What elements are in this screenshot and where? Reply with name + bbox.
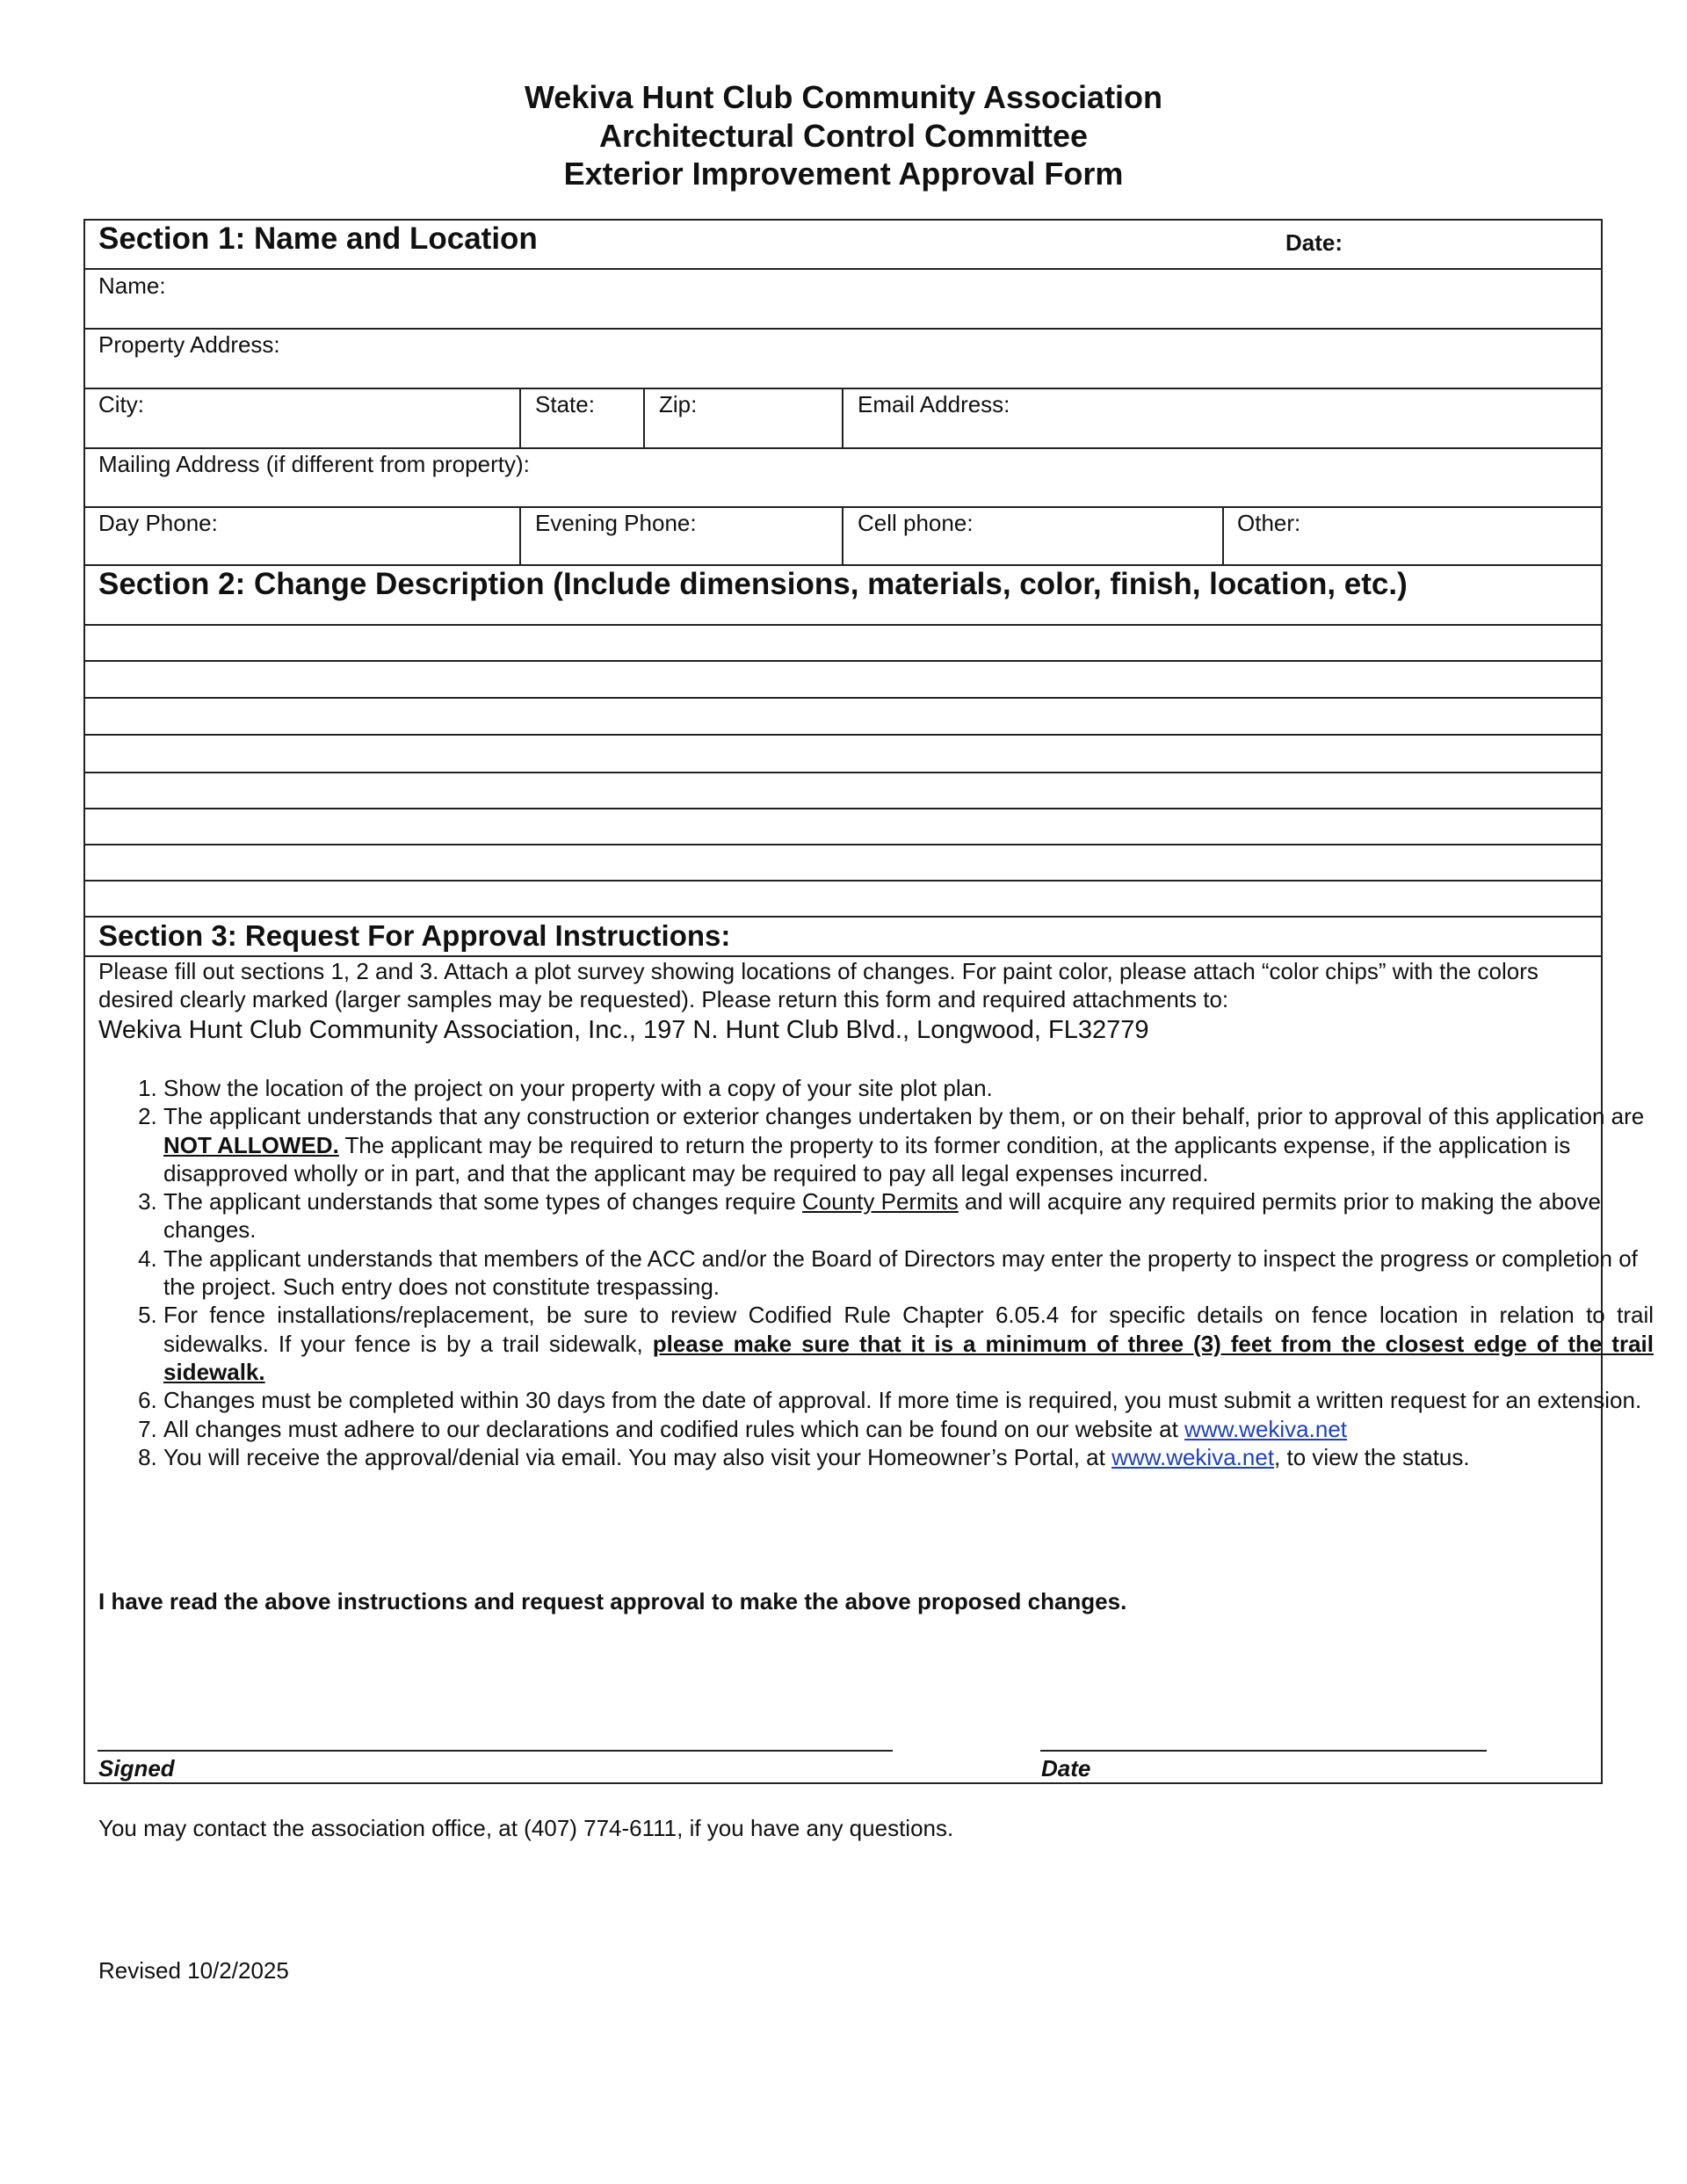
date-field[interactable]: Date:: [1285, 229, 1343, 256]
portal-link[interactable]: www.wekiva.net: [1111, 1443, 1275, 1470]
list-item: [163, 1415, 1654, 1443]
description-line: [83, 660, 1603, 662]
signed-label: Signed: [98, 1755, 175, 1781]
signature-date-line[interactable]: [1040, 1750, 1487, 1752]
divider: [83, 916, 1603, 918]
divider: [842, 388, 844, 448]
item-text: The applicant understands that members of the ACC and/or the Board of Directors may enter the property to inspect the progress or completion of the project. Such entry does not constitute trespassing.: [163, 1244, 1638, 1301]
return-address: Wekiva Hunt Club Community Association, Inc., 197 N. Hunt Club Blvd., Longwood, FL32779: [98, 1016, 1149, 1044]
item-text: The applicant understands that some types of changes require: [163, 1188, 802, 1215]
form-title-form: Exterior Improvement Approval Form: [563, 156, 1124, 192]
divider: [83, 268, 1603, 270]
state-field[interactable]: State:: [535, 391, 595, 417]
list-item: [163, 1102, 1654, 1187]
signature-line[interactable]: [98, 1750, 893, 1752]
divider: [519, 507, 521, 565]
revision-date: Revised 10/2/2025: [98, 1957, 289, 1984]
list-item: [163, 1443, 1654, 1471]
county-permits-emphasis: County Permits: [802, 1188, 959, 1215]
form-title-committee: Architectural Control Committee: [598, 118, 1089, 154]
item-text: Changes must be completed within 30 days from the date of approval. If more time is required, you must submit a written request for an extension.: [163, 1387, 1642, 1414]
item-text: Show the location of the project on your property with a copy of your site plot plan.: [163, 1075, 993, 1101]
name-field[interactable]: Name:: [98, 272, 166, 299]
description-line: [83, 734, 1603, 736]
description-line: [83, 808, 1603, 809]
property-address-field[interactable]: Property Address:: [98, 331, 280, 358]
website-link[interactable]: www.wekiva.net: [1184, 1415, 1348, 1442]
divider: [83, 328, 1603, 330]
list-item: [163, 1301, 1654, 1386]
item-text: and will acquire any required permits prior to making the above changes.: [163, 1188, 1601, 1244]
email-field[interactable]: Email Address:: [858, 391, 1010, 417]
section-2-title: Section 2: Change Description (Include dimensions, materials, color, finish, location, etc.): [98, 567, 1408, 601]
item-text: For fence installations/replacement, be sure to review Codified Rule Chapter 6.05.4 for specific details on fence location in relation to trail sidewalks. If your fence is by a trail sidewalk,: [163, 1302, 1654, 1357]
item-text: The applicant may be required to return the property to its former condition, at the applicants expense, if the application is disapproved wholly or in part, and that the applicant may be required to pay all legal expenses incurred.: [163, 1131, 1571, 1186]
divider: [842, 507, 844, 565]
item-text: , to view the status.: [1274, 1443, 1470, 1470]
day-phone-field[interactable]: Day Phone:: [98, 510, 218, 536]
form-title-association: Wekiva Hunt Club Community Association: [524, 79, 1163, 115]
mailing-address-field[interactable]: Mailing Address (if different from property):: [98, 451, 530, 477]
item-text: All changes must adhere to our declarations and codified rules which can be found on our website at: [163, 1415, 1185, 1442]
list-item: [163, 1386, 1654, 1414]
divider: [83, 624, 1603, 626]
zip-field[interactable]: Zip:: [659, 391, 698, 417]
section-1-title: Section 1: Name and Location: [98, 221, 538, 256]
instructions-intro: Please fill out sections 1, 2 and 3. Attach a plot survey showing locations of changes. For paint color, please attach “color chips” with the colors desired clearly marked (larger samples may be requested). Please return this form and required attachments to:: [98, 958, 1539, 1013]
item-text: The applicant understands that any construction or exterior changes undertaken by them, or on their behalf, prior to approval of this application are: [163, 1103, 1645, 1130]
description-line: [83, 844, 1603, 845]
divider: [1222, 507, 1224, 565]
acknowledgement-statement: I have read the above instructions and request approval to make the above proposed changes.: [98, 1588, 1127, 1614]
date-label: Date: [1041, 1755, 1091, 1781]
divider: [643, 388, 645, 448]
list-item: [163, 1187, 1654, 1244]
other-phone-field[interactable]: Other:: [1237, 510, 1301, 536]
item-text: You will receive the approval/denial via email. You may also visit your Homeowner’s Portal, at: [163, 1443, 1112, 1470]
evening-phone-field[interactable]: Evening Phone:: [535, 510, 697, 536]
instructions-list: [98, 1074, 1654, 1471]
contact-note: You may contact the association office, at (407) 774-6111, if you have any questions.: [98, 1815, 954, 1841]
divider: [519, 388, 521, 448]
description-line: [83, 880, 1603, 882]
description-line: [83, 697, 1603, 699]
not-allowed-emphasis: NOT ALLOWED.: [163, 1131, 339, 1158]
section-3-title: Section 3: Request For Approval Instructions:: [98, 919, 731, 952]
cell-phone-field[interactable]: Cell phone:: [858, 510, 974, 536]
description-line: [83, 772, 1603, 773]
list-item: [163, 1074, 1654, 1102]
list-item: [163, 1244, 1654, 1302]
city-field[interactable]: City:: [98, 391, 144, 417]
fence-distance-emphasis: please make sure that it is a minimum of three (3) feet from the closest edge of the trail sidewalk.: [163, 1330, 1654, 1385]
